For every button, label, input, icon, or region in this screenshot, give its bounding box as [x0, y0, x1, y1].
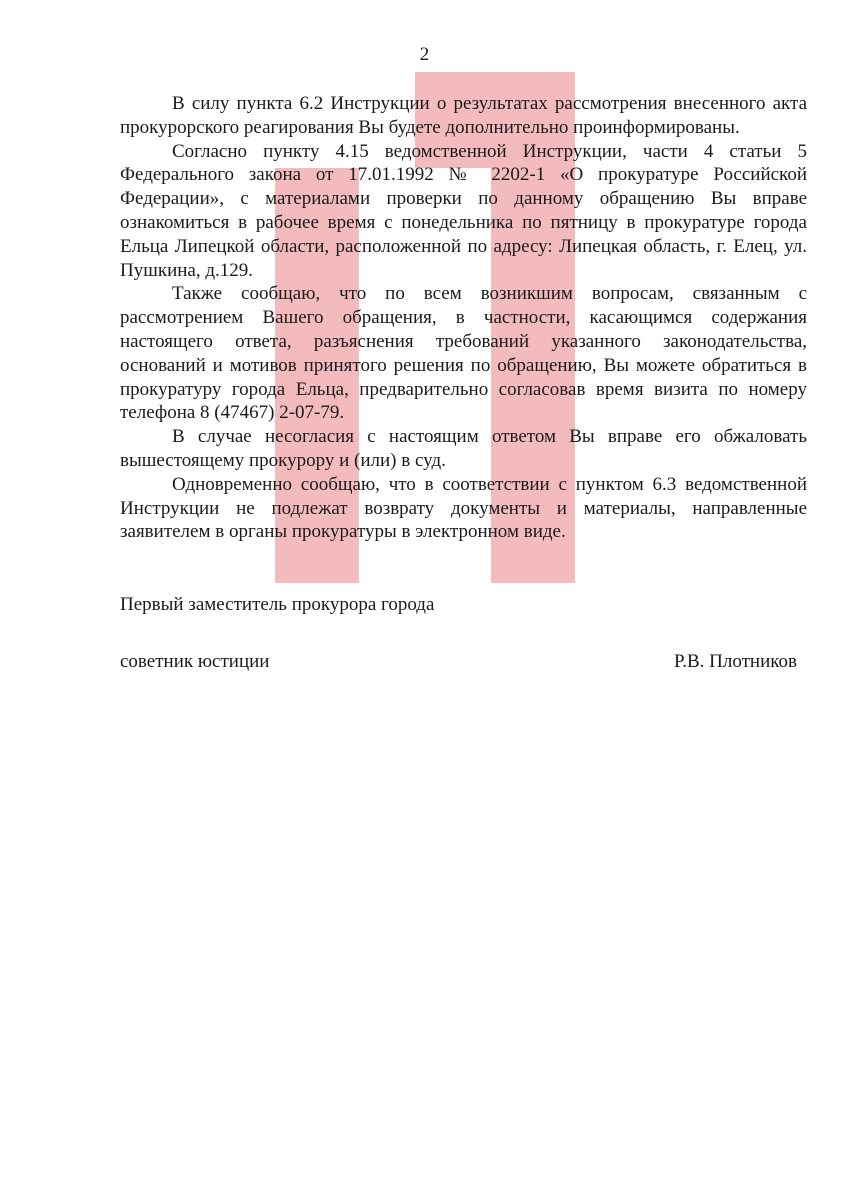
paragraph-appeal-rights: В случае несогласия с настоящим ответом Вы вправе его обжаловать вышестоящему прокурору и (или) в суд.	[120, 426, 807, 471]
signature-name: Р.В. Плотников	[674, 651, 797, 672]
page-number: 2	[419, 44, 430, 65]
letter-body	[120, 92, 807, 544]
paragraph-documents-return: Одновременно сообщаю, что в соответствии с пунктом 6.3 ведомственной Инструкции не подлежат возврату документы и материалы, направленные заявителем в органы прокуратуры в электронном виде.	[120, 473, 807, 543]
paragraph-contact-info: Также сообщаю, что по всем возникшим вопросам, связанным с рассмотрением Вашего обращения, в частности, касающимся содержания настоящего ответа, разъяснения требований указанного законодательства, оснований и мотивов принятого решения по обращению, Вы можете обратиться в прокуратуру города Ельца, предварительно согласовав время визита по номеру телефона 8 (47467) 2-07-79.	[120, 283, 807, 424]
paragraph-additional-info: В силу пункта 6.2 Инструкции о результатах рассмотрения внесенного акта прокурорского реагирования Вы будете дополнительно проинформированы.	[120, 93, 807, 138]
signature-rank: советник юстиции	[120, 651, 270, 672]
signature-position: Первый заместитель прокурора города	[120, 594, 435, 615]
paragraph-review-materials: Согласно пункту 4.15 ведомственной Инструкции, части 4 статьи 5 Федерального закона от 17.01.1992 № 2202-1 «О прокуратуре Российской Федерации», с материалами проверки по данному обращению Вы вправе ознакомиться в рабочее время с понедельника по пятницу в прокуратуре города Ельца Липецкой области, расположенной по адресу: Липецкая область, г. Елец, ул. Пушкина, д.129.	[120, 140, 807, 281]
